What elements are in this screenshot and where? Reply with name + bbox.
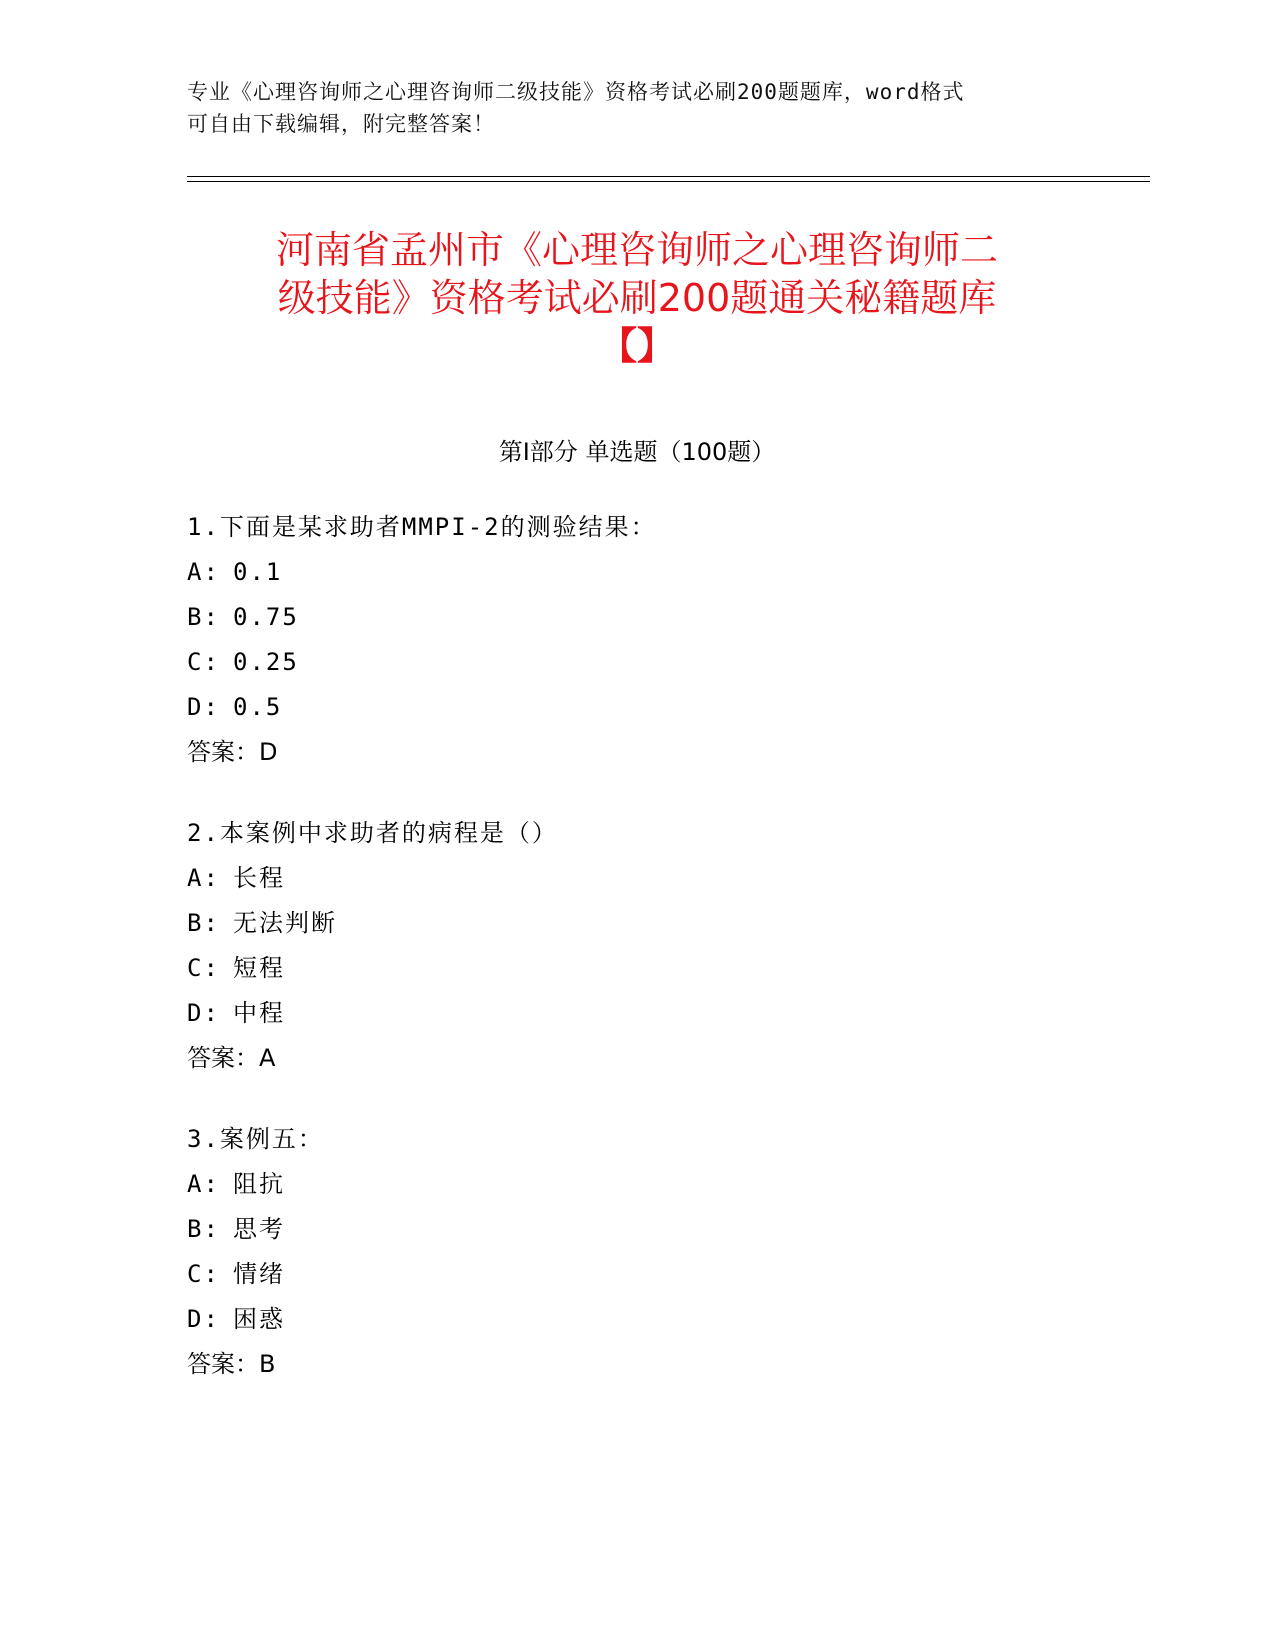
answer: 答案：A — [187, 1044, 276, 1072]
option-d — [187, 991, 1087, 1036]
option-c — [187, 640, 1087, 685]
option-a — [187, 856, 1087, 901]
answer: 答案：D — [187, 738, 278, 766]
option-a — [187, 550, 1087, 595]
document-title — [187, 226, 1087, 370]
title-line-2: 级技能》资格考试必刷200题通关秘籍题库 — [277, 276, 997, 320]
option-letter: D: — [187, 1305, 220, 1333]
question-2 — [187, 811, 1087, 1081]
title-line-3: 【】 — [598, 324, 675, 368]
option-letter: B: — [187, 1215, 220, 1243]
option-text: 困惑 — [233, 1305, 285, 1333]
question-text: 2.本案例中求助者的病程是（） — [187, 819, 558, 847]
option-letter: C: — [187, 648, 220, 676]
question-1 — [187, 505, 1087, 775]
option-letter: C: — [187, 954, 220, 982]
option-text: 中程 — [233, 999, 285, 1027]
option-b — [187, 901, 1087, 946]
option-letter: A: — [187, 558, 220, 586]
section-title: 第Ⅰ部分 单选题（100题） — [498, 438, 776, 466]
option-d — [187, 685, 1087, 730]
option-c — [187, 1252, 1087, 1297]
option-text: 思考 — [233, 1215, 285, 1243]
option-text: 无法判断 — [233, 909, 337, 937]
header-divider-bottom — [187, 181, 1150, 182]
option-letter: B: — [187, 603, 220, 631]
option-a — [187, 1162, 1087, 1207]
header-divider-top — [187, 176, 1150, 177]
option-letter: C: — [187, 1260, 220, 1288]
option-text: 0.1 — [233, 558, 283, 586]
option-letter: D: — [187, 999, 220, 1027]
question-text: 1.下面是某求助者MMPI-2的测验结果： — [187, 513, 657, 541]
option-c — [187, 946, 1087, 991]
option-text: 阻抗 — [233, 1170, 285, 1198]
header-note-line-1: 专业《心理咨询师之心理咨询师二级技能》资格考试必刷200题题库，word格式 — [187, 80, 965, 104]
option-letter: D: — [187, 693, 220, 721]
option-letter: A: — [187, 864, 220, 892]
title-line-1: 河南省孟州市《心理咨询师之心理咨询师二 — [275, 228, 998, 272]
answer: 答案：B — [187, 1350, 276, 1378]
option-text: 情绪 — [233, 1260, 285, 1288]
header-note-line-2: 可自由下载编辑，附完整答案！ — [187, 112, 495, 136]
question-text: 3.案例五： — [187, 1125, 324, 1153]
option-text: 0.5 — [233, 693, 283, 721]
header-note — [187, 76, 1067, 140]
option-letter: A: — [187, 1170, 220, 1198]
option-d — [187, 1297, 1087, 1342]
option-b — [187, 595, 1087, 640]
option-text: 长程 — [233, 864, 285, 892]
option-text: 0.25 — [233, 648, 299, 676]
question-3 — [187, 1117, 1087, 1387]
option-text: 0.75 — [233, 603, 299, 631]
option-letter: B: — [187, 909, 220, 937]
option-b — [187, 1207, 1087, 1252]
option-text: 短程 — [233, 954, 285, 982]
